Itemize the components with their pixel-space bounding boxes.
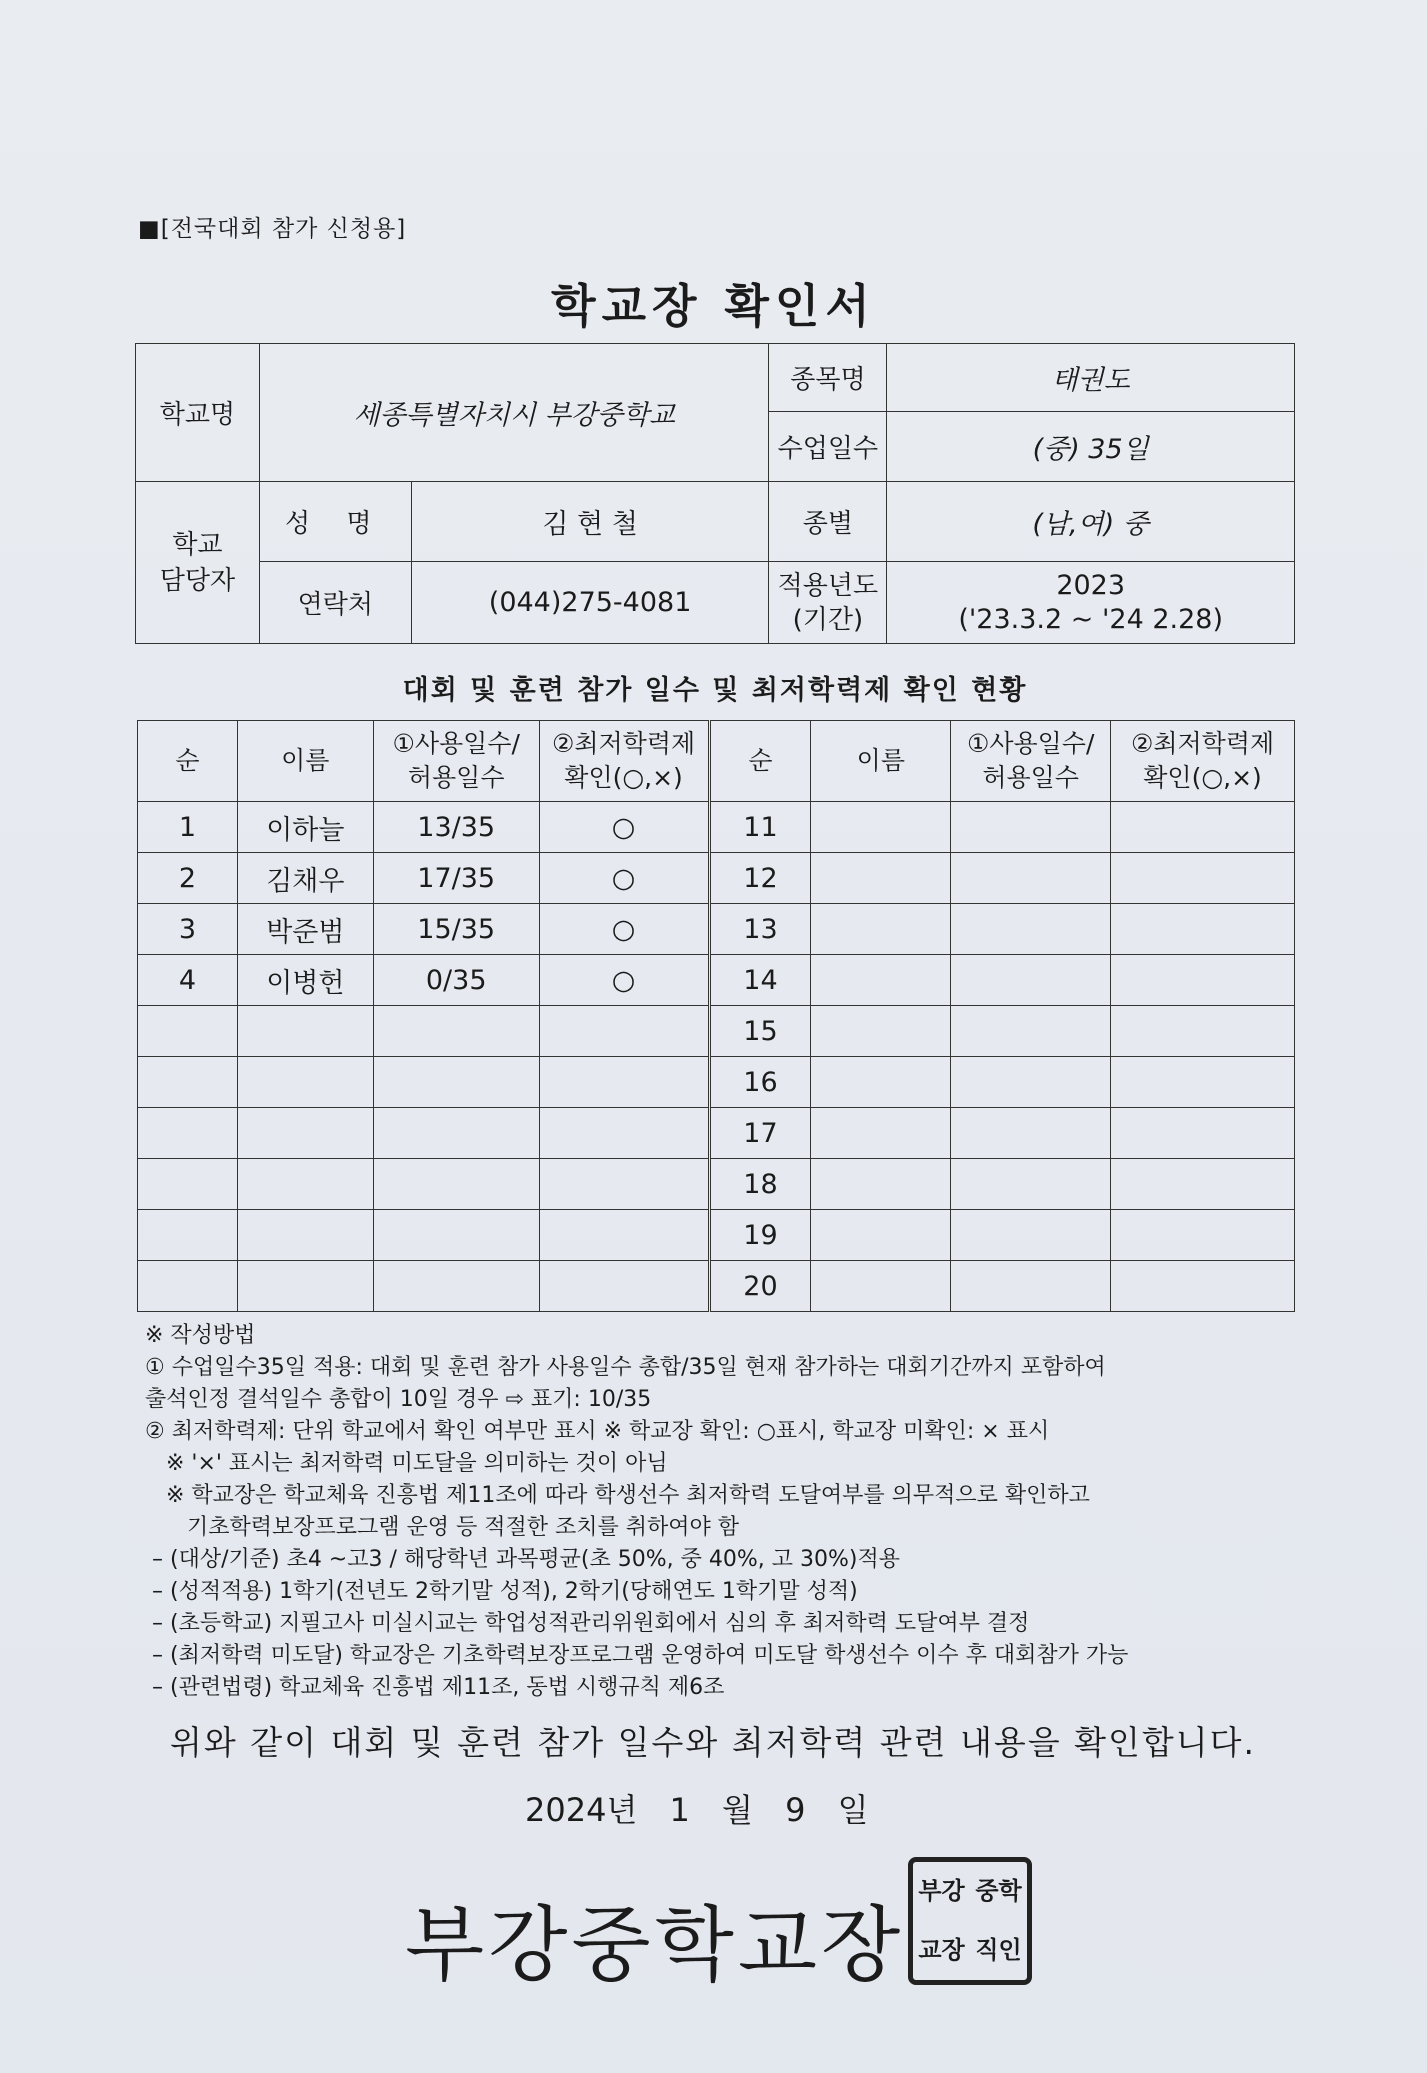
min-academic-check: ○ (539, 802, 709, 853)
min-academic-check (1111, 1057, 1295, 1108)
days-used (951, 955, 1111, 1006)
year-label: 적용년도 (기간) (769, 562, 887, 644)
seal-character: 중학 (975, 1876, 1022, 1905)
min-academic-check (539, 1057, 709, 1108)
student-name (811, 1159, 951, 1210)
days-used (373, 1108, 539, 1159)
sport-label: 종목명 (769, 344, 887, 412)
min-academic-check (539, 1006, 709, 1057)
days-used (951, 1210, 1111, 1261)
instruction-line: ※ 학교장은 학교체육 진흥법 제11조에 따라 학생선수 최저학력 도달여부를 의무적으로 확인하고 (145, 1483, 1090, 1508)
min-academic-check (1111, 1108, 1295, 1159)
days-used: 0/35 (373, 955, 539, 1006)
row-number: 15 (709, 1006, 811, 1057)
student-name (811, 853, 951, 904)
min-academic-check: ○ (539, 904, 709, 955)
school-info-table (135, 343, 1295, 644)
year-value: 2023 (1056, 569, 1126, 601)
period-value: ('23.3.2 ~ '24 2.28) (958, 603, 1223, 635)
student-name: 이하늘 (237, 802, 373, 853)
days-used (373, 1006, 539, 1057)
min-academic-check (1111, 1159, 1295, 1210)
min-academic-check (1111, 853, 1295, 904)
instruction-line: – (초등학교) 지필고사 미실시교는 학업성적관리위원회에서 심의 후 최저학력 도달여부 결정 (145, 1611, 1030, 1636)
row-number: 13 (709, 904, 811, 955)
instruction-line: – (관련법령) 학교체육 진흥법 제11조, 동법 시행규칙 제6조 (145, 1675, 725, 1700)
category-label: 종별 (769, 482, 887, 562)
student-name (811, 802, 951, 853)
roster-table (137, 720, 1295, 1312)
days-used: 17/35 (373, 853, 539, 904)
document-title: 학교장 확인서 (551, 279, 876, 333)
days-used (951, 1057, 1111, 1108)
days-used (951, 853, 1111, 904)
section-title: 대회 및 훈련 참가 일수 및 최저학력제 확인 현황 (402, 675, 1028, 706)
contact-value: (044)275-4081 (411, 562, 769, 644)
header-name: 이름 (811, 721, 951, 802)
student-name (237, 1108, 373, 1159)
official-seal-stamp (908, 1857, 1032, 1985)
row-number: 4 (138, 955, 238, 1006)
header-days: ①사용일수/ 허용일수 (951, 721, 1111, 802)
student-name (237, 1057, 373, 1108)
header-check: ②최저학력제 확인(○,×) (1111, 721, 1295, 802)
row-number (138, 1057, 238, 1108)
manager-label: 학교 담당자 (136, 482, 260, 644)
table-row (138, 955, 1295, 1006)
instruction-line: ※ '×' 표시는 최저학력 미도달을 의미하는 것이 아님 (145, 1451, 668, 1476)
days-used (951, 1261, 1111, 1312)
school-name-value: 세종특별자치시 부강중학교 (259, 344, 769, 482)
min-academic-check (1111, 955, 1295, 1006)
min-academic-check: ○ (539, 955, 709, 1006)
row-number (138, 1108, 238, 1159)
days-used (373, 1261, 539, 1312)
student-name: 박준범 (237, 904, 373, 955)
table-row (138, 1057, 1295, 1108)
class-days-value: (중) 35일 (887, 412, 1295, 482)
student-name (811, 1108, 951, 1159)
seal-character: 교장 (918, 1935, 965, 1964)
row-number: 3 (138, 904, 238, 955)
header-name: 이름 (237, 721, 373, 802)
school-name-label: 학교명 (136, 344, 260, 482)
days-used (951, 904, 1111, 955)
sport-value: 태권도 (887, 344, 1295, 412)
class-days-label: 수업일수 (769, 412, 887, 482)
table-row (138, 1108, 1295, 1159)
header-no: 순 (709, 721, 811, 802)
table-row (138, 853, 1295, 904)
student-name (811, 1261, 951, 1312)
category-value: (남,여) 중 (887, 482, 1295, 562)
row-number: 16 (709, 1057, 811, 1108)
table-row (138, 1210, 1295, 1261)
min-academic-check (539, 1108, 709, 1159)
days-used (951, 802, 1111, 853)
min-academic-check (539, 1159, 709, 1210)
days-used (951, 1108, 1111, 1159)
student-name (811, 1210, 951, 1261)
instruction-line: – (대상/기준) 초4 ~고3 / 해당학년 과목평균(초 50%, 중 40%, 고 30%)적용 (145, 1547, 900, 1572)
days-used (951, 1159, 1111, 1210)
student-name (811, 904, 951, 955)
row-number: 1 (138, 802, 238, 853)
instruction-line: 출석인정 결석일수 총합이 10일 경우 ⇨ 표기: 10/35 (145, 1387, 652, 1412)
row-number (138, 1159, 238, 1210)
row-number (138, 1210, 238, 1261)
min-academic-check (1111, 904, 1295, 955)
row-number: 12 (709, 853, 811, 904)
min-academic-check (1111, 1210, 1295, 1261)
student-name (811, 1006, 951, 1057)
row-number: 11 (709, 802, 811, 853)
row-number: 19 (709, 1210, 811, 1261)
row-number: 17 (709, 1108, 811, 1159)
days-used (373, 1159, 539, 1210)
issue-date: 2024년 1 월 9 일 (525, 1791, 869, 1829)
student-name: 김채우 (237, 853, 373, 904)
row-number: 20 (709, 1261, 811, 1312)
table-row (138, 904, 1295, 955)
principal-signature: 부강중학교장 (405, 1898, 905, 1993)
seal-character: 부강 (918, 1876, 965, 1905)
writing-instructions (145, 1320, 1305, 1704)
row-number (138, 1006, 238, 1057)
year-cell (887, 562, 1295, 644)
table-row (138, 802, 1295, 853)
header-check: ②최저학력제 확인(○,×) (539, 721, 709, 802)
min-academic-check: ○ (539, 853, 709, 904)
name-label: 성 명 (259, 482, 411, 562)
instruction-line: ② 최저학력제: 단위 학교에서 확인 여부만 표시 ※ 학교장 확인: ○표시, 학교장 미확인: × 표시 (145, 1419, 1050, 1444)
student-name (237, 1261, 373, 1312)
student-name (237, 1159, 373, 1210)
student-name (811, 955, 951, 1006)
table-row (138, 1159, 1295, 1210)
row-number: 2 (138, 853, 238, 904)
form-tag: ■[전국대회 참가 신청용] (138, 216, 407, 242)
days-used (373, 1057, 539, 1108)
min-academic-check (539, 1210, 709, 1261)
days-used: 13/35 (373, 802, 539, 853)
student-name (811, 1057, 951, 1108)
days-used (373, 1210, 539, 1261)
days-used: 15/35 (373, 904, 539, 955)
seal-character: 직인 (975, 1935, 1022, 1964)
header-no: 순 (138, 721, 238, 802)
manager-name-value: 김 현 철 (411, 482, 769, 562)
header-days: ①사용일수/ 허용일수 (373, 721, 539, 802)
student-name: 이병헌 (237, 955, 373, 1006)
instruction-line: – (최저학력 미도달) 학교장은 기초학력보장프로그램 운영하여 미도달 학생선수 이수 후 대회참가 가능 (145, 1643, 1129, 1668)
table-row (138, 1261, 1295, 1312)
days-used (951, 1006, 1111, 1057)
min-academic-check (1111, 1006, 1295, 1057)
instruction-line: ① 수업일수35일 적용: 대회 및 훈련 참가 사용일수 총합/35일 현재 참가하는 대회기간까지 포함하여 (145, 1355, 1106, 1380)
instruction-line: 기초학력보장프로그램 운영 등 적절한 조치를 취하여야 함 (145, 1515, 739, 1540)
roster-header-row (138, 721, 1295, 802)
confirmation-statement: 위와 같이 대회 및 훈련 참가 일수와 최저학력 관련 내용을 확인합니다. (170, 1723, 1256, 1762)
row-number: 18 (709, 1159, 811, 1210)
min-academic-check (1111, 802, 1295, 853)
table-row (138, 1006, 1295, 1057)
student-name (237, 1210, 373, 1261)
contact-label: 연락처 (259, 562, 411, 644)
min-academic-check (1111, 1261, 1295, 1312)
instruction-line: – (성적적용) 1학기(전년도 2학기말 성적), 2학기(당해연도 1학기말 성적) (145, 1579, 858, 1604)
row-number (138, 1261, 238, 1312)
instruction-line: ※ 작성방법 (145, 1323, 256, 1348)
row-number: 14 (709, 955, 811, 1006)
student-name (237, 1006, 373, 1057)
min-academic-check (539, 1261, 709, 1312)
